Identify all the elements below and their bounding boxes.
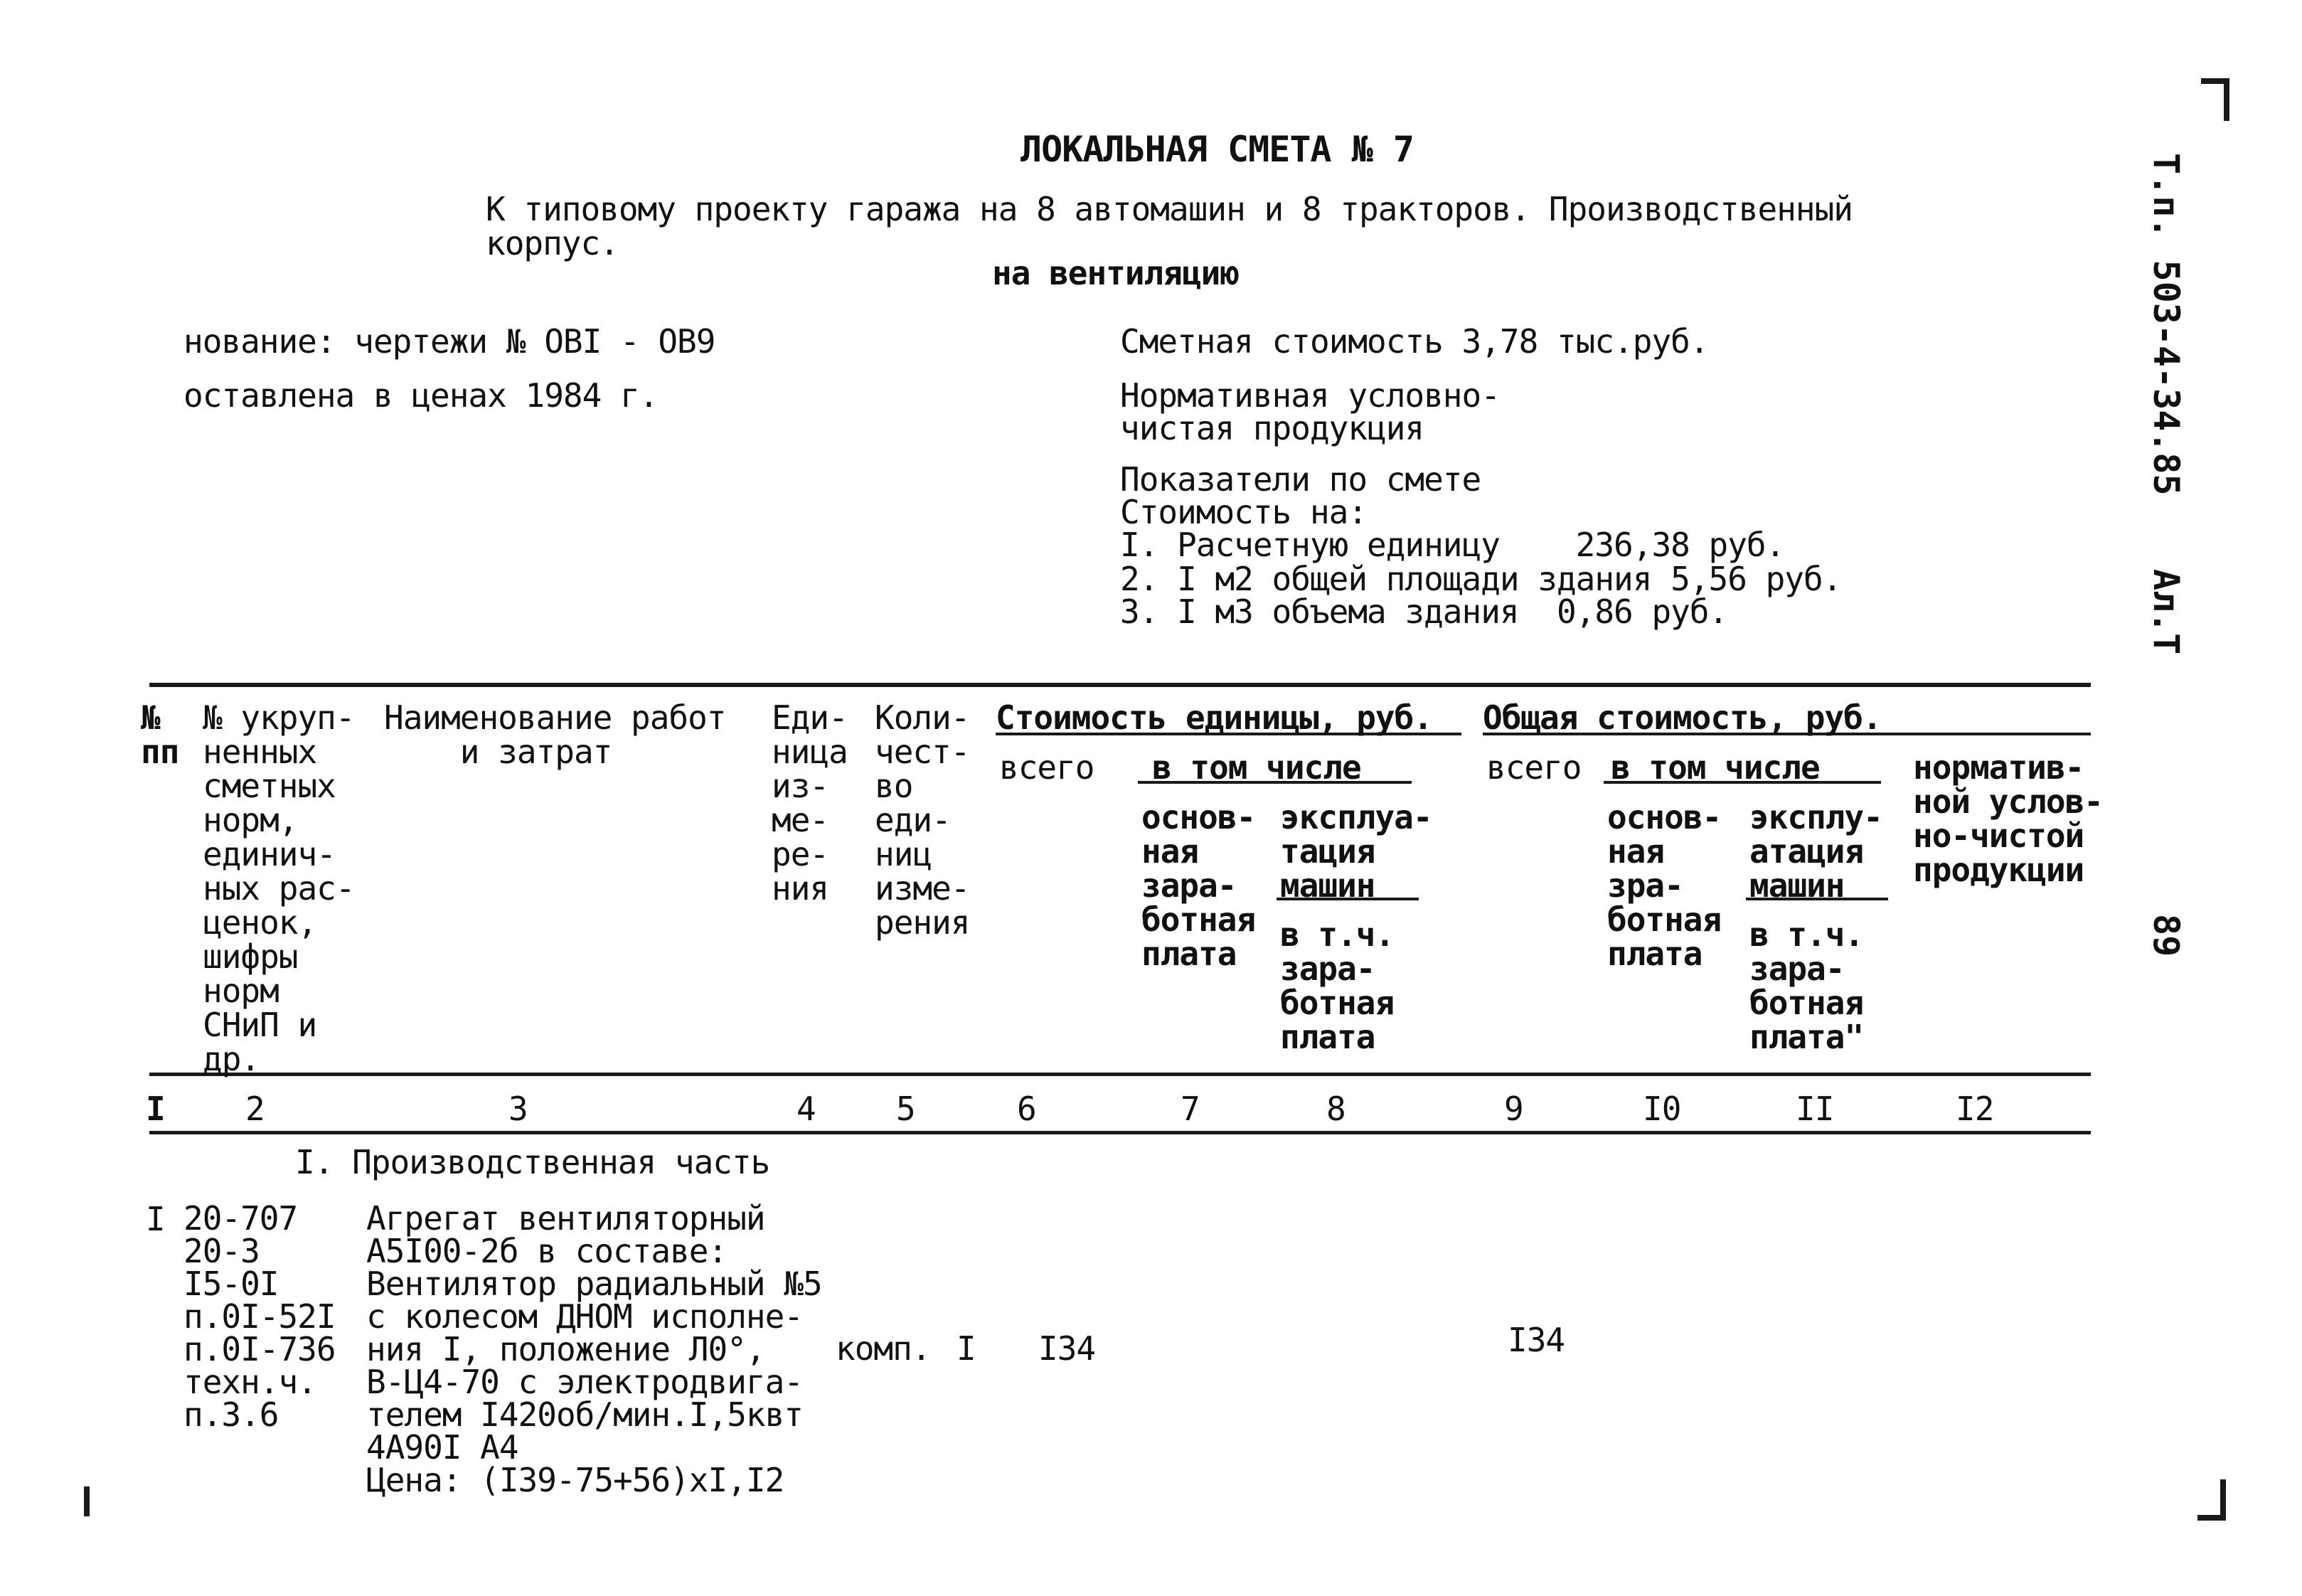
row1-quantity: I [956,1329,976,1368]
column-numbers-rule [149,1131,2091,1134]
section-title: I. Производственная часть [295,1143,770,1181]
cost-per-heading: Стоимость на: [1120,493,1368,531]
header-row-number: № пп [141,698,179,771]
indicators-heading: Показатели по смете [1120,460,1481,499]
header-total-total: всего [1486,748,1582,787]
row1-unit-cost: I34 [1038,1329,1096,1368]
col-number-2: 2 [245,1090,265,1128]
normative-product-line2: чистая продукция [1120,409,1424,447]
header-norm-codes: № укруп- ненных сметных норм, единич- ных рас- ценок, шифры норм СНиП и др. [203,698,355,1078]
col-number-4: 4 [796,1090,816,1128]
normative-product-line1: Нормативная условно- [1120,376,1500,415]
page-number: 89 [2146,914,2187,957]
table-top-rule [149,683,2091,687]
col-number-1: I [146,1090,165,1128]
header-total-cost-group: Общая стоимость, руб. [1483,698,1882,737]
header-work-name: Наименование работ и затрат [384,698,726,771]
col-number-9: 9 [1504,1090,1523,1128]
header-unit-total: всего [999,748,1094,787]
header-unit-base-wage: основ- ная зара- ботная плата [1141,798,1256,973]
header-total-incl-wage: в т.ч. зара- ботная плата" [1749,915,1864,1056]
estimate-title: ЛОКАЛЬНАЯ СМЕТА № 7 [1021,129,1414,170]
header-quantity: Коли- чест- во еди- ниц изме- рения [875,698,970,942]
header-total-base-wage: основ- ная зра- ботная плата [1607,798,1722,973]
header-total-incl: в том числе [1611,748,1820,787]
header-unit-incl: в том числе [1152,748,1361,787]
row1-total-cost: I34 [1508,1321,1565,1359]
header-unit-incl-wage: в т.ч. зара- ботная плата [1280,915,1395,1056]
header-unit-machines: эксплуа- тация машин [1280,798,1432,905]
col-number-7: 7 [1181,1090,1200,1128]
col-number-3: 3 [508,1090,528,1128]
estimated-cost: Сметная стоимость 3,78 тыс.руб. [1120,322,1709,361]
row1-work-name: Агрегат вентиляторный А5I00-2б в составе: Вентилятор радиальный №5 с колесом ДНОМ исполне- ния I, положение Л0°, В-Ц4-70 с электродвига- телем I420об/мин.I,5квт 4А90I А4 Цена: (I39-75+56)хI,I2 [366,1199,822,1499]
corner-mark-left [84,1486,90,1516]
col-number-5: 5 [896,1090,915,1128]
basis-line: нование: чертежи № ОВI - ОВ9 [183,322,715,361]
document-code: Т.п. 503-4-34.85 [2146,153,2187,496]
header-unit: Еди- ница из- ме- ре- ния [772,698,848,908]
corner-mark-bottom-vertical [2220,1479,2226,1521]
col-number-6: 6 [1017,1090,1036,1128]
col-number-8: 8 [1326,1090,1346,1128]
header-total-machines: эксплу- атация машин [1749,798,1882,905]
header-unit-cost-group: Стоимость единицы, руб. [996,698,1432,737]
project-subtitle-line1: К типовому проекту гаража на 8 автомашин и 8 тракторов. Производственный [486,190,1853,228]
col-number-11: II [1796,1090,1834,1128]
col-number-10: I0 [1643,1090,1681,1128]
prices-line: оставлена в ценах 1984 г. [183,376,659,415]
header-normative-product: норматив- ной услов- но-чистой продукции [1913,748,2103,889]
album-label: Ал.Т [2146,569,2187,655]
row1-number: I [146,1200,165,1238]
indicator-volume-cost: 3. I м3 объема здания 0,86 руб. [1120,592,1728,631]
row1-unit: комп. [836,1329,931,1368]
project-subtitle-line2: корпус. [486,224,619,262]
estimate-subject: на вентиляцию [992,254,1240,292]
col-number-12: I2 [1956,1090,1994,1128]
row1-norm-codes: 20-707 20-3 I5-0I п.0I-52I п.0I-736 техн.ч. п.3.6 [183,1199,336,1434]
indicator-unit-cost: I. Расчетную единицу 236,38 руб. [1120,526,1785,564]
indicator-area-cost: 2. I м2 общей площади здания 5,56 руб. [1120,560,1842,598]
header-bottom-rule [149,1073,2091,1076]
corner-mark-top-vertical [2224,78,2229,121]
